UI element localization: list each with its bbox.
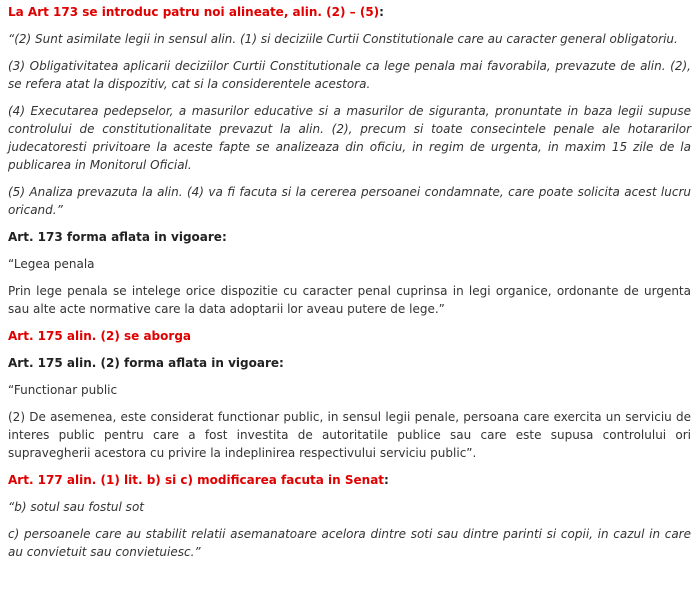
paragraph-lit-b: “b) sotul sau fostul sot [8, 500, 144, 514]
heading-colon: : [379, 5, 384, 19]
heading-text: Art. 175 alin. (2) se aborga [8, 329, 191, 343]
heading-text: Art. 177 alin. (1) lit. b) si c) modificarea facuta in Senat [8, 473, 385, 487]
heading-text: Art. 175 alin. (2) forma aflata in vigoare [8, 356, 280, 370]
paragraph-alin-4: (4) Executarea pedepselor, a masurilor educative si a masurilor de siguranta, pronuntate in baza legii supuse controlului de constitutionalitate prevazut la alin. (2), precum si toate consecintele penale ale hotararilor judecatoresti privitoare la aceste fapte se analizeaza din oficiu, in regim de urgenta, in maxim 15 zile de la publicarea in Monitorul Oficial. [8, 104, 691, 172]
heading-colon: : [279, 356, 284, 370]
paragraph-alin-2: “(2) Sunt asimilate legii in sensul alin. (1) si deciziile Curtii Constitutionale care au caracter general obligatoriu. [8, 32, 678, 46]
heading-colon: : [221, 230, 227, 244]
paragraph-legea-penala-body: Prin lege penala se intelege orice dispozitie cu caracter penal cuprinsa in legi organice, ordonante de urgenta sau alte acte normative care la data adoptarii lor aveau putere de lege.” [8, 284, 691, 316]
section-heading-art-175-current [8, 354, 691, 372]
section-heading-art-173-current [8, 228, 691, 246]
paragraph-legea-penala-title: “Legea penala [8, 257, 95, 271]
section-heading-art-177-amendment [8, 471, 691, 489]
heading-text: La Art 173 se introduc patru noi alineate, alin. (2) – (5) [8, 5, 380, 19]
paragraph-alin-3: (3) Obligativitatea aplicarii deciziilor Curtii Constitutionale ca lege penala mai favorabila, prevazute de alin. (2), se refera atat la dispozitiv, cat si la considerentele acestora. [8, 59, 691, 91]
section-heading-art-173-amendment [8, 3, 691, 21]
paragraph-alin-5: (5) Analiza prevazuta la alin. (4) va fi facuta si la cererea persoanei condamnate, care poate solicita acest lucru oricand.” [8, 185, 691, 217]
paragraph-functionar-public-title: “Functionar public [8, 383, 118, 397]
heading-text: Art. 173 forma aflata in vigoare [8, 230, 222, 244]
paragraph-functionar-public-body: (2) De asemenea, este considerat functionar public, in sensul legii penale, persoana care exercita un serviciu de interes public pentru care a fost investita de autoritatile publice sau care este supusa controlului ori supravegherii acestora cu privire la indeplinirea respectivului serviciu public”. [8, 410, 691, 460]
section-heading-art-175-repeal [8, 327, 691, 345]
heading-colon: : [384, 473, 389, 487]
paragraph-lit-c: c) persoanele care au stabilit relatii asemanatoare acelora dintre soti sau dintre parinti si copii, in cazul in care au convietuit sau convietuiesc.” [8, 527, 691, 559]
